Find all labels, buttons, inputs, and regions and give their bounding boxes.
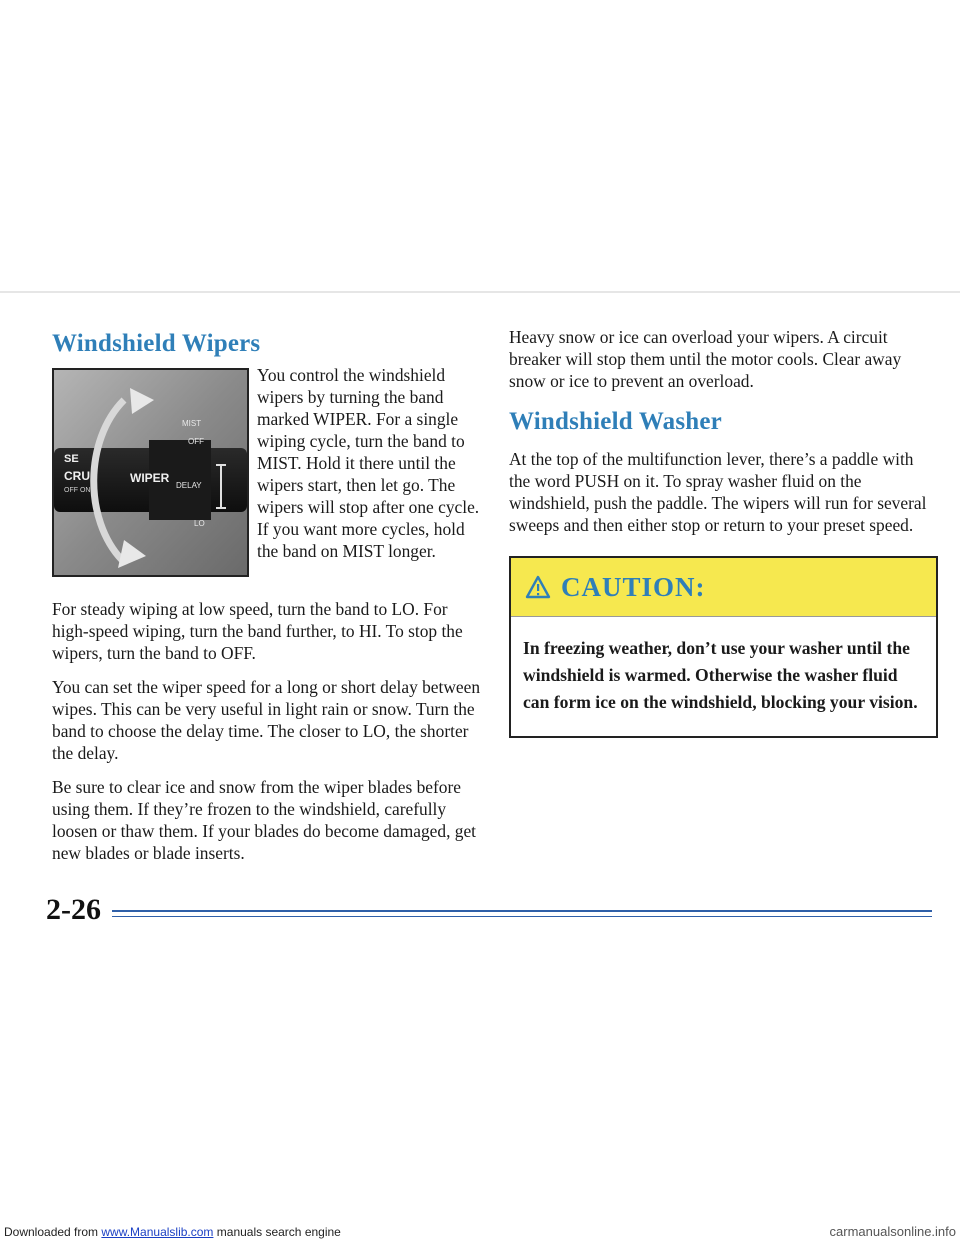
figure-label-off-on: OFF ON [64,487,91,494]
manualslib-link[interactable]: www.Manualslib.com [101,1225,214,1239]
footer-rule-top [112,910,932,912]
figure-label-se: SE [64,453,79,465]
figure-label-cru: CRU [64,469,90,483]
paragraph-overload: Heavy snow or ice can overload your wipers. A circuit breaker will stop them until the motor cools. Clear away snow or ice to prevent an overload. [509,327,902,391]
section-heading-wipers: Windshield Wipers [52,330,261,357]
wiper-lever-photo [52,368,249,577]
warning-triangle-icon [525,575,551,599]
banner-text: Downloaded from www.Manualslib.com manuals search engine [4,1225,341,1239]
figure-label-lo: LO [194,519,205,528]
watermark-text: carmanualsonline.info [829,1224,956,1239]
caution-header [511,558,936,617]
wiper-intro-text: You control the windshield wipers by turning the band marked WIPER. For a single wiping cycle, turn the band to MIST. Hold it there until the wipers start, then let go. The wipers will stop after one cycle. If you want more cycles, hold the band on MIST longer. [257,365,480,561]
figure-label-delay: DELAY [176,481,202,490]
figure-label-mist: MIST [182,419,202,428]
caution-label: CAUTION: [561,571,706,602]
caution-box [509,556,938,738]
figure-label-off: OFF [188,437,204,446]
figure-row [52,365,482,586]
paragraph-clear-ice: Be sure to clear ice and snow from the wiper blades before using them. If they’re frozen to the windshield, carefully loosen or thaw them. If your blades do become damaged, get new blades or blade inserts. [52,777,477,863]
left-column [52,330,482,864]
download-banner [0,1224,960,1242]
section-heading-washer: Windshield Washer [509,408,722,435]
caution-text: In freezing weather, don’t use your washer until the windshield is warmed. Otherwise the washer fluid can form ice on the windshield, blocking your vision. [523,638,918,712]
footer-rule-bottom [112,916,932,917]
paragraph-washer: At the top of the multifunction lever, there’s a paddle with the word PUSH on it. To spray washer fluid on the windshield, push the paddle. The wipers will run for several sweeps and then either stop or return to your preset speed. [509,449,927,535]
wiper-lever-illustration [54,370,247,575]
right-column [509,326,934,738]
paragraph-delay: You can set the wiper speed for a long or short delay between wipes. This can be very useful in light rain or snow. Turn the band to choose the delay time. The closer to LO, the shorter the delay. [52,677,481,763]
paragraph-steady-wiping: For steady wiping at low speed, turn the band to LO. For high-speed wiping, turn the band further, to HI. To stop the wipers, turn the band to OFF. [52,599,463,663]
top-divider [0,291,960,293]
page-number: 2-26 [46,893,101,926]
figure-label-wiper: WIPER [130,471,170,485]
